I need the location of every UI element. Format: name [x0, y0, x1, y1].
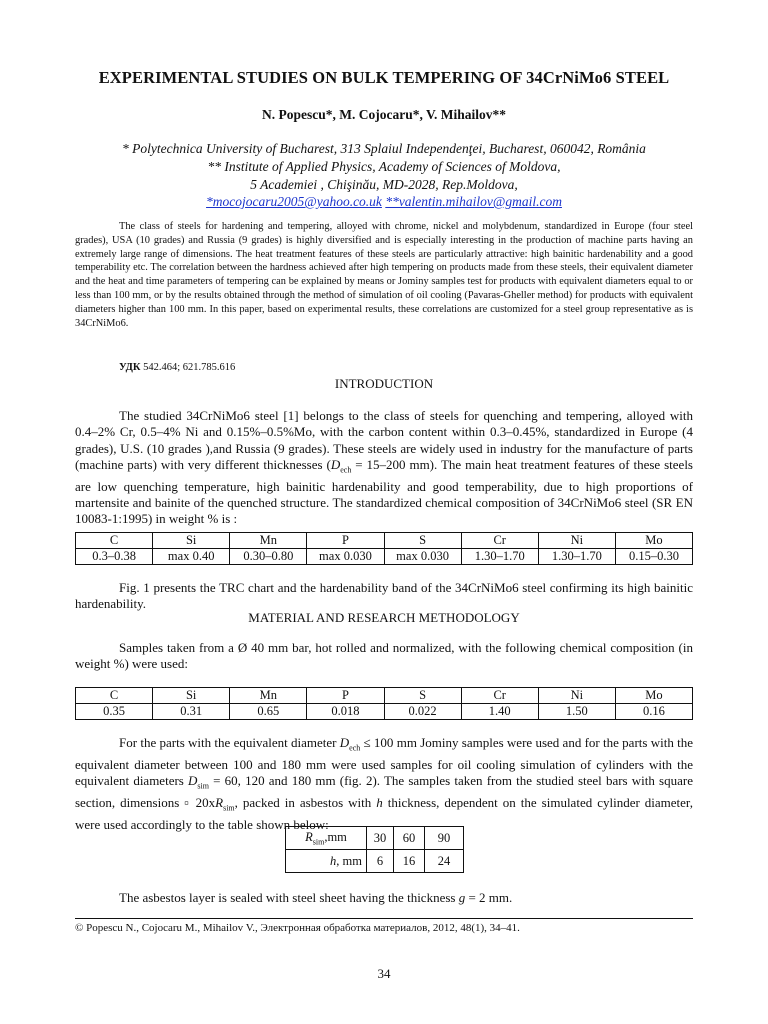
table-cell: P: [307, 533, 384, 549]
table-cell: Ni: [538, 688, 615, 704]
asbestos-text-1: The asbestos layer is sealed with steel sheet having the thickness: [119, 890, 459, 905]
table-cell: Mo: [615, 688, 692, 704]
table-cell: 90: [425, 827, 464, 850]
heading-methodology: MATERIAL AND RESEARCH METHODOLOGY: [248, 610, 520, 625]
table-cell: 0.15–0.30: [615, 549, 692, 565]
affiliation-1: * Polytechnica University of Bucharest, 313 Splaiul Independenţei, Bucharest, 060042, România: [122, 141, 646, 156]
composition-table-samples: [75, 687, 693, 720]
rsim-symbol: R: [305, 829, 313, 844]
table-cell: 30: [367, 827, 394, 850]
table-cell: 0.35: [76, 704, 153, 720]
intro-symbol: D: [330, 456, 341, 472]
table-row-label: [286, 827, 367, 850]
email-line: [75, 193, 693, 211]
table-cell: 60: [394, 827, 425, 850]
table-header-row: [76, 688, 693, 704]
table-cell: P: [307, 688, 384, 704]
table-cell: 16: [394, 850, 425, 873]
parts-subscript-ech: ech: [349, 743, 361, 753]
intro-subscript: ech: [340, 465, 352, 475]
parts-paragraph: [75, 735, 693, 833]
intro-text-2: = 15–200 mm). The main heat treatment features of these steels are low quenching temperature, high bainitic hardenability and good temperability, due to high proportions of martensite and bainite of the quenched structure. The standardized chemical composition of 34CrNiMo6 steel (SR EN 10083-1:1995) in weight % is :: [75, 456, 693, 527]
table-row: [76, 549, 693, 565]
table-cell: 1.50: [538, 704, 615, 720]
samples-paragraph: Samples taken from a Ø 40 mm bar, hot rolled and normalized, with the following chemical composition (in weight %) were used:: [75, 640, 693, 672]
parts-subscript-sim2: sim: [223, 803, 235, 813]
figure-paragraph: Fig. 1 presents the TRC chart and the hardenability band of the 34CrNiMo6 steel confirming its high bainitic hardenability.: [75, 580, 693, 612]
table-cell: 0.16: [615, 704, 692, 720]
copyright-footer: © Popescu N., Cojocaru M., Mihailov V., Электронная обработка материалов, 2012, 48(1), 34–41.: [75, 922, 520, 934]
table-cell: 0.30–0.80: [230, 549, 307, 565]
heading-introduction: INTRODUCTION: [334, 376, 434, 391]
affiliation-address: 5 Academiei , Chişinău, MD-2028, Rep.Moldova,: [250, 177, 518, 192]
composition-table-standard: [75, 532, 693, 565]
parts-text-5: thickness, dependent on the simulated cylinder diameter, were used accordingly to the table shown below:: [75, 795, 693, 832]
table-cell: S: [384, 533, 461, 549]
table-cell: Mn: [230, 533, 307, 549]
parts-text-2: ≤ 100 mm Jominy samples were used and for the parts with the equivalent diameter between 100 and 180 mm were used samples for oil cooling simulation of cylinders with the equivalent diameters: [75, 735, 693, 789]
email-link-2[interactable]: **valentin.mihailov@gmail.com: [385, 194, 562, 209]
abstract: The class of steels for hardening and tempering, alloyed with chrome, nickel and molybdenum, standardized in Europe (four steel grades), USA (10 grades) and Russia (9 grades) is highly diversified and is especially interesting in the production of machine parts having an extremely large range of dimensions. The heat treatment features of these steels are particularly attractive: high bainitic hardenability and a good temperability etc. The correlation between the hardness achieved after high tempering on products made from these steels, their equivalent diameter and the heat and time parameters of tempering can be explained by means or Jominy samples test for products with equivalent diameters equal to or less than 100 mm, or by the results obtained through the method of simulation of oil cooling (Pavaras-Gheller method) for products with equivalent diameters higher than 100 mm. In this paper, based on experimental results, these correlations are customized for a steel group representative as is 34CrNiMo6.: [75, 221, 693, 329]
table-cell: C: [76, 688, 153, 704]
table-cell: 1.30–1.70: [538, 549, 615, 565]
table-cell: Mo: [615, 533, 692, 549]
paper-title: EXPERIMENTAL STUDIES ON BULK TEMPERING OF 34CrNiMo6 STEEL: [98, 68, 670, 87]
parts-text-3: = 60, 120 and 180 mm (fig. 2). The samples taken from the studied steel bars with square section, dimensions ▫ 20x: [75, 773, 693, 811]
rsim-unit: ,mm: [324, 829, 347, 844]
author-list: N. Popescu*, M. Cojocaru*, V. Mihailov**: [262, 107, 506, 122]
parts-subscript-sim: sim: [197, 781, 209, 791]
table-header-row: [76, 533, 693, 549]
udk-label: УДК: [119, 362, 141, 373]
parts-symbol-d: D: [339, 735, 350, 750]
asbestos-text-2: = 2 mm.: [465, 890, 513, 905]
parts-text-4: , packed in asbestos with: [234, 795, 377, 811]
udk-value: 542.464; 621.785.616: [143, 362, 236, 373]
table-cell: 0.018: [307, 704, 384, 720]
table-cell: Mn: [230, 688, 307, 704]
table-cell: 1.40: [461, 704, 538, 720]
table-cell: Si: [153, 688, 230, 704]
table-cell: 1.30–1.70: [461, 549, 538, 565]
table-row: [286, 827, 464, 850]
table-cell: Cr: [461, 688, 538, 704]
table-row: [286, 850, 464, 873]
table-row-label: [286, 850, 367, 873]
table-cell: max 0.030: [384, 549, 461, 565]
table-cell: 0.31: [153, 704, 230, 720]
table-cell: 0.65: [230, 704, 307, 720]
footer-divider: [75, 918, 693, 919]
intro-paragraph: [75, 408, 693, 528]
table-cell: max 0.030: [307, 549, 384, 565]
parts-symbol-r: R: [215, 795, 224, 811]
table-cell: max 0.40: [153, 549, 230, 565]
table-cell: 24: [425, 850, 464, 873]
rsim-subscript: sim: [312, 837, 325, 847]
table-cell: Si: [153, 533, 230, 549]
table-cell: S: [384, 688, 461, 704]
h-symbol: h: [330, 853, 337, 868]
page-number: 34: [377, 966, 391, 981]
parts-symbol-h: h: [376, 795, 383, 811]
table-cell: 0.3–0.38: [76, 549, 153, 565]
h-unit: , mm: [336, 853, 362, 868]
parts-text-1: For the parts with the equivalent diameter: [119, 735, 340, 750]
asbestos-symbol-g: g: [458, 890, 466, 905]
table-cell: C: [76, 533, 153, 549]
email-link-1[interactable]: *mocojocaru2005@yahoo.co.uk: [206, 194, 382, 209]
udk-line: [119, 362, 235, 373]
rsim-h-table: [285, 826, 464, 873]
affiliation-2: ** Institute of Applied Physics, Academy of Sciences of Moldova,: [207, 159, 561, 174]
intro-text-1: The studied 34CrNiMo6 steel [1] belongs to the class of steels for quenching and tempering, alloyed with 0.4–2% Cr, 0.5–4% Ni and 0.15%–0.5%Mo, with the carbon content within 0.3–0.45%, standardized in Europe (4 grades), U.S. (10 grades ),and Russia (9 grades). These steels are widely used in industry for the manufacture of parts (machine parts) with very different thicknesses (: [75, 408, 693, 472]
table-cell: 0.022: [384, 704, 461, 720]
table-cell: Cr: [461, 533, 538, 549]
parts-symbol-d2: D: [188, 773, 198, 789]
table-cell: Ni: [538, 533, 615, 549]
table-row: [76, 704, 693, 720]
table-cell: 6: [367, 850, 394, 873]
asbestos-paragraph: [75, 890, 693, 906]
